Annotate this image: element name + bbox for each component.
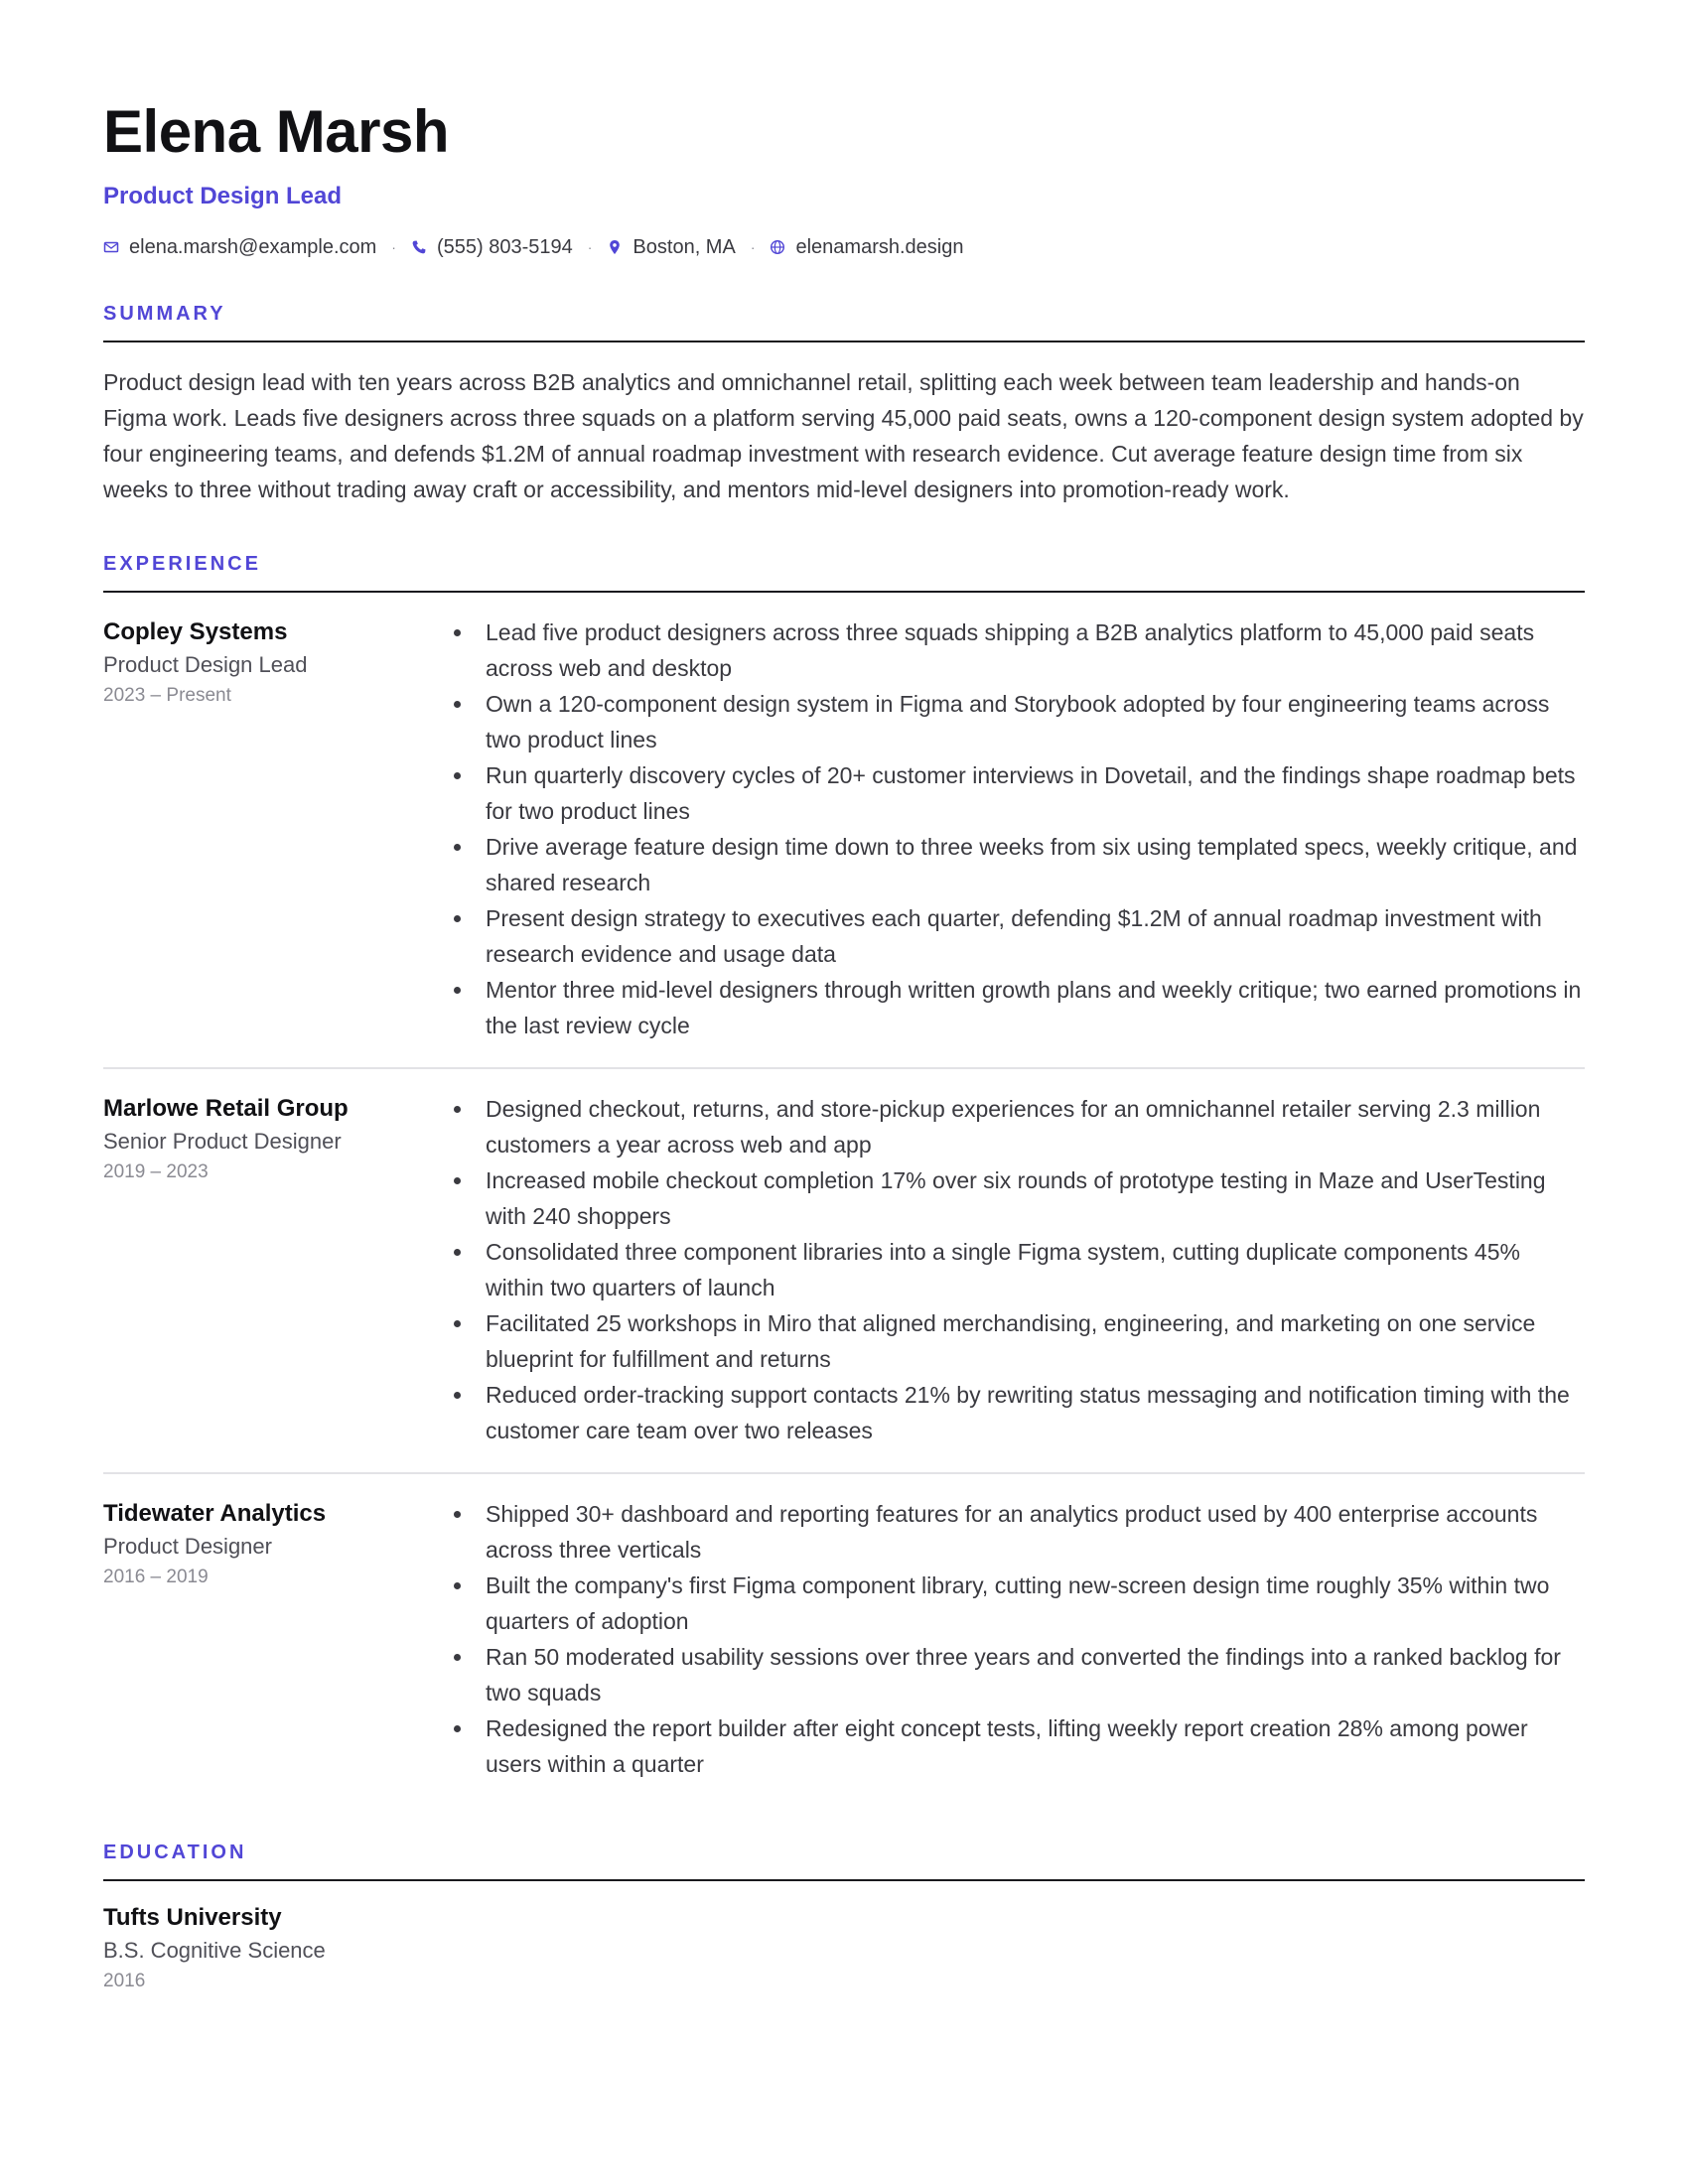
job-bullet: Consolidated three component libraries into a single Figma system, cutting duplicate components 45% within two quarters of launch	[446, 1234, 1585, 1305]
candidate-title: Product Design Lead	[103, 183, 343, 209]
job-bullet: Lead five product designers across three squads shipping a B2B analytics platform to 45,000 paid seats across web and desktop	[446, 614, 1585, 686]
job-bullet: Mentor three mid-level designers through written growth plans and weekly critique; two earned promotions in the last review cycle	[446, 972, 1585, 1043]
contact-website[interactable]	[770, 236, 963, 259]
job-bullet: Run quarterly discovery cycles of 20+ customer interviews in Dovetail, and the findings shape roadmap bets for two product lines	[446, 757, 1585, 829]
job-bullet: Drive average feature design time down to three weeks from six using templated specs, weekly critique, and shared research	[446, 829, 1585, 900]
contact-phone-text: (555) 803-5194	[436, 235, 573, 258]
summary-heading: SUMMARY	[103, 303, 226, 325]
section-divider	[103, 341, 1585, 342]
job-bullet: Redesigned the report builder after eight concept tests, lifting weekly report creation 28% among power users within a quarter	[446, 1710, 1585, 1782]
job-bullet: Own a 120-component design system in Figma and Storybook adopted by four engineering teams across two product lines	[446, 686, 1585, 757]
company-name: Marlowe Retail Group	[103, 1095, 349, 1122]
contact-website-text: elenamarsh.design	[795, 235, 964, 258]
job-dates: 2023 – Present	[103, 685, 231, 706]
job-bullet: Designed checkout, returns, and store-pickup experiences for an omnichannel retailer serving 2.3 million customers a year across web and app	[446, 1091, 1585, 1162]
job-bullets	[446, 1496, 1585, 1782]
contact-location	[607, 236, 735, 259]
contact-email[interactable]	[103, 236, 376, 259]
summary-text: Product design lead with ten years across B2B analytics and omnichannel retail, splitting each week between team leadership and hands-on Figma work. Leads five designers across three squads on a platform serving 45,000 paid seats, owns a 120-component design system adopted by four engineering teams, and defends $1.2M of annual roadmap investment with research evidence. Cut average feature design time from six weeks to three without trading away craft or accessibility, and mentors mid-level designers into promotion-ready work.	[103, 369, 1584, 502]
contact-separator: ·	[750, 239, 756, 255]
contact-separator: ·	[587, 239, 593, 255]
job-meta	[103, 1091, 446, 1448]
job-bullet: Built the company's first Figma component library, cutting new-screen design time roughly 35% within two quarters of adoption	[446, 1568, 1585, 1639]
resume-header	[103, 94, 1585, 261]
job-entry	[103, 1474, 1585, 1806]
job-dates: 2019 – 2023	[103, 1161, 209, 1182]
company-name: Copley Systems	[103, 618, 288, 645]
job-role: Senior Product Designer	[103, 1129, 342, 1154]
job-bullet: Facilitated 25 workshops in Miro that aligned merchandising, engineering, and marketing on one service blueprint for fulfillment and returns	[446, 1305, 1585, 1377]
contact-separator: ·	[391, 239, 396, 255]
contact-location-text: Boston, MA	[633, 235, 736, 258]
job-bullets	[446, 614, 1585, 1043]
job-bullet: Shipped 30+ dashboard and reporting features for an analytics product used by 400 enterprise accounts across three verticals	[446, 1496, 1585, 1568]
contact-bar	[103, 233, 1585, 261]
job-bullet: Ran 50 moderated usability sessions over three years and converted the findings into a ranked backlog for two squads	[446, 1639, 1585, 1710]
job-bullet: Reduced order-tracking support contacts 21% by rewriting status messaging and notification timing with the customer care team over two releases	[446, 1377, 1585, 1448]
contact-phone[interactable]	[411, 236, 573, 259]
degree: B.S. Cognitive Science	[103, 1938, 326, 1963]
job-meta	[103, 1496, 446, 1782]
envelope-icon	[103, 239, 119, 255]
education-entry	[103, 1881, 1585, 1994]
company-name: Tidewater Analytics	[103, 1500, 327, 1527]
job-role: Product Design Lead	[103, 652, 308, 677]
summary-section	[103, 301, 1585, 507]
globe-icon	[770, 239, 785, 255]
experience-heading: EXPERIENCE	[103, 553, 261, 575]
job-meta	[103, 614, 446, 1043]
phone-icon	[411, 239, 427, 255]
experience-section	[103, 551, 1585, 1806]
education-section	[103, 1840, 1585, 1994]
graduation-year: 2016	[103, 1971, 146, 1991]
school-name: Tufts University	[103, 1904, 282, 1931]
job-bullet: Increased mobile checkout completion 17% over six rounds of prototype testing in Maze and UserTesting with 240 shoppers	[446, 1162, 1585, 1234]
job-entry	[103, 593, 1585, 1069]
job-role: Product Designer	[103, 1534, 272, 1559]
contact-email-text: elena.marsh@example.com	[129, 235, 377, 258]
education-heading: EDUCATION	[103, 1842, 247, 1863]
job-bullet: Present design strategy to executives each quarter, defending $1.2M of annual roadmap investment with research evidence and usage data	[446, 900, 1585, 972]
map-pin-icon	[607, 239, 623, 255]
job-bullets	[446, 1091, 1585, 1448]
job-entry	[103, 1069, 1585, 1474]
candidate-name: Elena Marsh	[103, 98, 449, 165]
job-dates: 2016 – 2019	[103, 1567, 209, 1587]
